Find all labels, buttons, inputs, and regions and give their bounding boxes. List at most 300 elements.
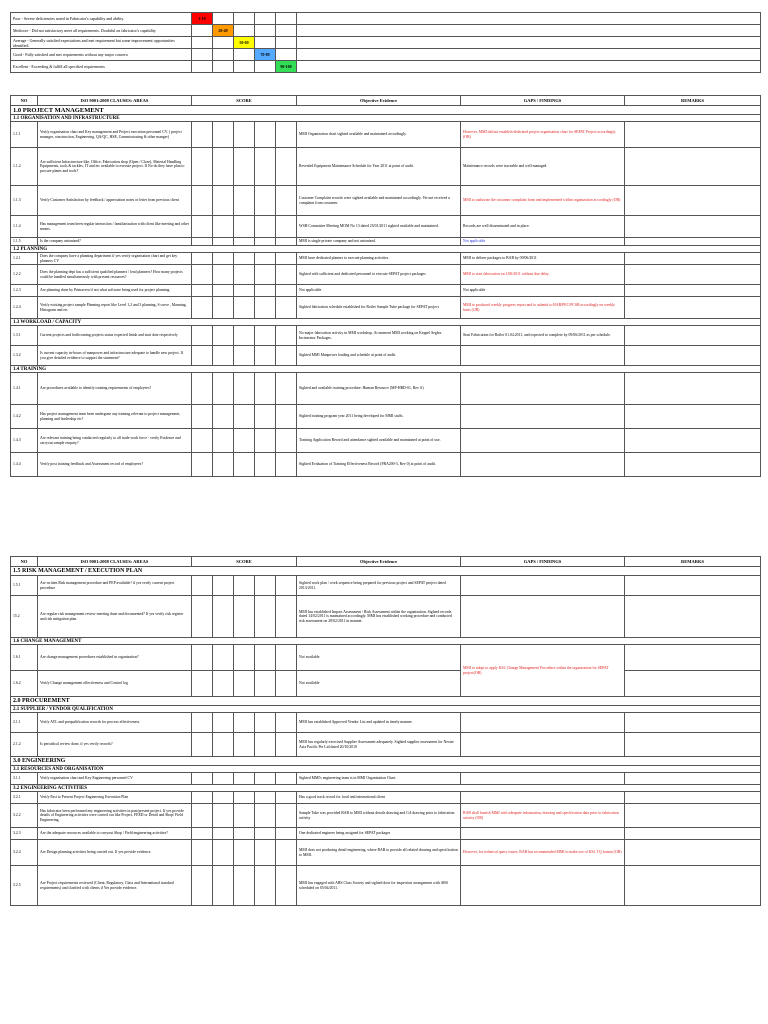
gaps-findings [461, 866, 625, 906]
score-cell [192, 596, 213, 638]
clause-number: 1.2.1 [11, 253, 38, 265]
score-cell [192, 792, 213, 804]
subsection-heading: 1.2 PLANNING [11, 246, 761, 253]
score-cell [213, 576, 234, 596]
clause-area: Are the adequate resources available to carryout Shop / Field engineering activities? [38, 828, 192, 840]
score-cell [276, 405, 297, 429]
subsection-heading-row [11, 246, 761, 253]
clause-number: 2.1.1 [11, 713, 38, 733]
objective-evidence: Sample Tube was provided BAB to MMI without details drawing and GA drawing prior to fabrication activity [297, 804, 461, 828]
remarks [625, 297, 761, 319]
score-cell [255, 453, 276, 477]
legend-spacer [297, 25, 761, 37]
score-cell [234, 148, 255, 186]
remarks [625, 840, 761, 866]
score-cell [213, 828, 234, 840]
subsection-heading-row [11, 766, 761, 773]
objective-evidence: No major fabrication activity in MMI workshop. At moment MMI working on Keppel Seghrs Incinerator Packages. [297, 326, 461, 346]
score-cell [213, 186, 234, 216]
remarks [625, 713, 761, 733]
legend-description: Excellent - Exceeding & fulfill all specified requirements [11, 61, 192, 73]
clause-area: Verify Past to Present Project Engineering Execution Plan [38, 792, 192, 804]
remarks [625, 733, 761, 757]
objective-evidence: Has a good track record for local and international client [297, 792, 461, 804]
clause-area: Has fabricator been performed any engineering activities in past/present project. If yes provide details of Engineering activities were carried out like Project, FEED or Detail and Shop/ Field Engineering. [38, 804, 192, 828]
score-cell [213, 238, 234, 246]
score-cell [213, 840, 234, 866]
score-cell [276, 733, 297, 757]
table-row [11, 453, 761, 477]
legend-score-cell [276, 25, 297, 37]
section-heading-row [11, 757, 761, 766]
score-cell [234, 285, 255, 297]
score-cell [192, 253, 213, 265]
score-cell [255, 733, 276, 757]
clause-area: Are change management procedures established in organization? [38, 645, 192, 671]
clause-number: 1.1.1 [11, 122, 38, 148]
remarks [625, 238, 761, 246]
legend-row [11, 13, 761, 25]
score-cell [234, 866, 255, 906]
clause-area: Does the planning dept has a sufficient qualified planners / lead planners? How many projects could be handled simultaneously with present resources? [38, 265, 192, 285]
score-cell [192, 576, 213, 596]
legend-score-cell [234, 49, 255, 61]
header-remarks: REMARKS [625, 96, 761, 106]
clause-area: Verify organisation chart and Key Engineering personnel CV [38, 773, 192, 785]
clause-number: 1.4.2 [11, 405, 38, 429]
objective-evidence: Training Application Record and attendance sighted available and maintained at point of use. [297, 429, 461, 453]
legend-score-cell [255, 37, 276, 49]
score-cell [213, 792, 234, 804]
header-evidence: Objective Evidence [297, 557, 461, 567]
table-header [11, 557, 761, 567]
clause-area: Are planning done by Primavera if not what software being used for project planning [38, 285, 192, 297]
subsection-heading: 1.4 TRAINING [11, 366, 761, 373]
clause-number: 1.1.3 [11, 186, 38, 216]
score-cell [213, 429, 234, 453]
score-cell [213, 216, 234, 238]
score-cell [276, 840, 297, 866]
table-row [11, 186, 761, 216]
objective-evidence: Sighted work plan / work sequence being prepared for previous project and SEPAT project dated 2013/2011. [297, 576, 461, 596]
objective-evidence: Sighted Evaluation of Training Effectiveness Record (FRA200-3, Rev 0) at point of audit. [297, 453, 461, 477]
header-score: SCORE [192, 557, 297, 567]
clause-number: 1.2.2 [11, 265, 38, 285]
objective-evidence: One dedicated engineer being assigned for SEPAT packages [297, 828, 461, 840]
score-cell [192, 216, 213, 238]
table-row [11, 596, 761, 638]
score-cell [255, 326, 276, 346]
score-cell [192, 713, 213, 733]
section-heading-row [11, 567, 761, 576]
score-cell [255, 122, 276, 148]
gaps-findings: Not applicable [461, 285, 625, 297]
score-cell [255, 405, 276, 429]
clause-number: 1.4.1 [11, 373, 38, 405]
score-cell [276, 429, 297, 453]
score-cell [255, 373, 276, 405]
score-cell [234, 773, 255, 785]
legend-row [11, 37, 761, 49]
score-cell [255, 645, 276, 671]
score-cell [192, 122, 213, 148]
clause-number: 1.1.4 [11, 216, 38, 238]
score-cell [192, 645, 213, 671]
table-row [11, 405, 761, 429]
score-cell [276, 285, 297, 297]
section-heading: 2.0 PROCUREMENT [11, 697, 761, 706]
score-cell [255, 148, 276, 186]
score-cell [234, 645, 255, 671]
score-cell [255, 216, 276, 238]
legend-row [11, 61, 761, 73]
clause-number: 1.1.2 [11, 148, 38, 186]
remarks [625, 596, 761, 638]
legend-spacer [297, 13, 761, 25]
score-cell [276, 326, 297, 346]
subsection-heading-row [11, 785, 761, 792]
clause-number: 1.3.1 [11, 326, 38, 346]
legend-score-cell [192, 61, 213, 73]
objective-evidence: Sighted training program year 2011 being developed for MMI staffs. [297, 405, 461, 429]
subsection-heading-row [11, 115, 761, 122]
remarks [625, 773, 761, 785]
gaps-findings [461, 773, 625, 785]
clause-area: Are Design planning activities being carried out. If yes provide evidence. [38, 840, 192, 866]
clause-number: 3.2.1 [11, 792, 38, 804]
header-score: SCORE [192, 96, 297, 106]
score-cell [234, 373, 255, 405]
score-cell [234, 804, 255, 828]
clause-area: Are regular risk management review meeting done and documented? If yes verify risk register and risk mitigation plan. [38, 596, 192, 638]
objective-evidence: MMI has regularly exercised Supplier Assessment adequately. Sighted supplier assessment for Nextec Asia Pacific Pte Ltd dated 20/10/2010 [297, 733, 461, 757]
table-row [11, 122, 761, 148]
score-cell [192, 297, 213, 319]
remarks [625, 265, 761, 285]
table-row [11, 792, 761, 804]
remarks [625, 148, 761, 186]
score-cell [276, 773, 297, 785]
score-cell [213, 405, 234, 429]
score-cell [213, 326, 234, 346]
score-cell [234, 792, 255, 804]
score-cell [255, 297, 276, 319]
legend-row [11, 25, 761, 37]
clause-number: 3.2.5 [11, 866, 38, 906]
score-cell [276, 671, 297, 697]
legend-score-cell [192, 25, 213, 37]
remarks [625, 186, 761, 216]
table-row [11, 773, 761, 785]
subsection-heading: 3.1 RESOURCES AND ORGANISATION [11, 766, 761, 773]
score-cell [234, 828, 255, 840]
remarks [625, 285, 761, 297]
objective-evidence: MMI have dedicated planner to execute planning activities [297, 253, 461, 265]
score-cell [234, 346, 255, 366]
clause-area: Are written Risk management procedure and PEP available? if yes verify current project procedure [38, 576, 192, 596]
clause-area: Has management team been regular interaction / familiarization with client like meeting and other means. [38, 216, 192, 238]
score-cell [234, 297, 255, 319]
legend-score-range: 90-100 [276, 61, 297, 73]
legend-score-cell [276, 37, 297, 49]
table-row [11, 576, 761, 596]
score-cell [192, 840, 213, 866]
score-cell [213, 453, 234, 477]
clause-area: Are sufficient Infrastructure like, Office, Fabrication shop (Open / Close), Material Handling Equipments, tools & tackles, IT and etc available to execute project. If No do they have plan to procure plants and tools? [38, 148, 192, 186]
score-cell [192, 346, 213, 366]
header-gaps: GAPS / FINDINGS [461, 557, 625, 567]
score-cell [255, 792, 276, 804]
score-cell [192, 671, 213, 697]
gaps-findings [461, 453, 625, 477]
table-row [11, 804, 761, 828]
score-cell [276, 804, 297, 828]
clause-area: Verify post training feedback and Assessment record of employees? [38, 453, 192, 477]
score-cell [213, 713, 234, 733]
objective-evidence: MMI has established Impact Assessment / Risk Assessment within the organization. Sighted records dated 14/02/2011 is maintained accordingly. MMI has established working procedure and conducted risk assessment on 28/02/2011 in manner. [297, 596, 461, 638]
score-cell [192, 285, 213, 297]
clause-number: 15.2 [11, 596, 38, 638]
score-cell [276, 645, 297, 671]
score-cell [192, 186, 213, 216]
score-cell [213, 346, 234, 366]
gaps-findings [461, 792, 625, 804]
score-cell [255, 671, 276, 697]
remarks [625, 671, 761, 697]
score-cell [192, 405, 213, 429]
section-heading: 3.0 ENGINEERING [11, 757, 761, 766]
clause-area: Current projects and forthcoming projects status expected finish and start date respectively [38, 326, 192, 346]
legend-score-range: 50-69 [234, 37, 255, 49]
score-cell [255, 285, 276, 297]
score-cell [213, 122, 234, 148]
score-cell [276, 792, 297, 804]
score-cell [255, 576, 276, 596]
header-area: ISO 9001:2008 CLAUSES: AREAS [38, 557, 192, 567]
table-row [11, 866, 761, 906]
score-cell [234, 713, 255, 733]
legend-spacer [297, 37, 761, 49]
legend-score-range: 20-49 [213, 25, 234, 37]
legend-description: Average - Generally satisfied expectations and met requirement but some improvement opportunities identified. [11, 37, 192, 49]
legend-description: Poor - Severe deficiencies noted in Fabricator's capability and ability. [11, 13, 192, 25]
table-row [11, 828, 761, 840]
gaps-findings: BAB shall furnish MMI with adequate information, drawing and specification data prior to fabrication activity (OB) [461, 804, 625, 828]
score-cell [213, 285, 234, 297]
gaps-findings [461, 429, 625, 453]
legend-score-range: 70-89 [255, 49, 276, 61]
header-no: NO [11, 557, 38, 567]
score-cell [234, 429, 255, 453]
table-row [11, 265, 761, 285]
clause-area: Are Project requirements reviewed (Client, Regulatory, Class and International standard requirements) and clarified with clients if Yes provide evidence. [38, 866, 192, 906]
objective-evidence: Not available [297, 671, 461, 697]
gaps-findings: MMI to start fabrication on 1/06/2011 without due delay. [461, 265, 625, 285]
score-cell [234, 122, 255, 148]
remarks [625, 405, 761, 429]
clause-number: 1.5.1 [11, 576, 38, 596]
legend-score-cell [234, 61, 255, 73]
clause-area: Verify Customer Satisfaction by feedback / appreciation notes or letter from previous client [38, 186, 192, 216]
score-cell [255, 713, 276, 733]
score-cell [192, 373, 213, 405]
score-cell [213, 671, 234, 697]
section-heading-row [11, 697, 761, 706]
table-row [11, 840, 761, 866]
gaps-findings: MMI to adopt to apply KSL Change Management Procedure within the organization for SEPAT project(OB) [461, 645, 625, 697]
clause-area: Verify existing project sample Planning report like Level 1,2 and 3 planning, S curve , Manning, Histogram and etc [38, 297, 192, 319]
objective-evidence: MMI has engaged with ABS Class Society and sighted dose for inspection arrangement with ABS scheduled on 05/04/2011. [297, 866, 461, 906]
score-cell [213, 804, 234, 828]
score-cell [234, 405, 255, 429]
section-heading-row [11, 106, 761, 115]
remarks [625, 122, 761, 148]
legend-score-cell [213, 49, 234, 61]
legend-score-cell [255, 13, 276, 25]
remarks [625, 216, 761, 238]
gaps-findings [461, 346, 625, 366]
objective-evidence: Not available [297, 645, 461, 671]
score-cell [255, 866, 276, 906]
table-row [11, 671, 761, 697]
clause-area: Verify organisation chart and Key management and Project execution personnel CV. ( project manager, construction, Engineering, QA/QC, HSE, Commissioning & other manger) [38, 122, 192, 148]
objective-evidence: MMI has established Approved Vendor List and updated in timely manner. [297, 713, 461, 733]
gaps-findings: However, MMI did not establish dedicated project organisation chart for SEPAT Project accordingly. (OB) [461, 122, 625, 148]
legend-score-cell [255, 61, 276, 73]
score-cell [234, 186, 255, 216]
objective-evidence: Sighted fabrication schedule established for Boiler Sample Tube package for SEPAT project [297, 297, 461, 319]
clause-area: Verify Change management effectiveness and Control log [38, 671, 192, 697]
clause-number: 3.2.4 [11, 840, 38, 866]
table-header [11, 96, 761, 106]
score-cell [276, 828, 297, 840]
score-cell [255, 773, 276, 785]
gaps-findings [461, 576, 625, 596]
score-cell [213, 866, 234, 906]
clause-number: 1.4.4 [11, 453, 38, 477]
score-cell [234, 453, 255, 477]
score-cell [276, 148, 297, 186]
score-cell [192, 828, 213, 840]
remarks [625, 645, 761, 671]
score-cell [276, 596, 297, 638]
score-cell [192, 148, 213, 186]
legend-score-cell [213, 37, 234, 49]
gaps-findings: MMI to authorize the customer complaint form and implemented within organization accordingly (OB) [461, 186, 625, 216]
remarks [625, 828, 761, 840]
legend-score-cell [234, 13, 255, 25]
clause-number: 2.1.2 [11, 733, 38, 757]
clause-number: 3.2.3 [11, 828, 38, 840]
gaps-findings: MMI to produced weekly progress report and to submitt to BAB/PEC/PCSB accordingly on weekly basis (OB) [461, 297, 625, 319]
clause-area: Are relevant training being conducted regularly to all trade work force - verify Evidence and carryout sample enquiry? [38, 429, 192, 453]
score-cell [255, 840, 276, 866]
header-no: NO [11, 96, 38, 106]
header-evidence: Objective Evidence [297, 96, 461, 106]
gaps-findings: Records are well disseminated and in place. [461, 216, 625, 238]
score-cell [213, 733, 234, 757]
clause-number: 1.6.1 [11, 645, 38, 671]
subsection-heading-row [11, 706, 761, 713]
clause-area: Has project management team been undergone any training relevant to project management, planning and leadership etc? [38, 405, 192, 429]
score-cell [213, 297, 234, 319]
objective-evidence: Sighted and available training procedure: Human Resource (MP-HRD-01, Rev A) [297, 373, 461, 405]
legend-score-cell [276, 13, 297, 25]
clause-area: Verify AVL and prequalification records for process effectiveness [38, 713, 192, 733]
score-cell [234, 840, 255, 866]
objective-evidence: MMI Organization chart sighted available and maintained accordingly. [297, 122, 461, 148]
audit-table-2 [10, 556, 761, 906]
score-cell [255, 429, 276, 453]
score-cell [213, 265, 234, 285]
clause-area: Is periodical review done, if yes verify records? [38, 733, 192, 757]
subsection-heading: 1.3 WORKLOAD / CAPACITY [11, 319, 761, 326]
header-remarks: REMARKS [625, 557, 761, 567]
score-cell [276, 122, 297, 148]
objective-evidence: MMI is single private company and not unionized. [297, 238, 461, 246]
score-cell [234, 253, 255, 265]
score-cell [213, 253, 234, 265]
header-area: ISO 9001:2008 CLAUSES: AREAS [38, 96, 192, 106]
subsection-heading-row [11, 638, 761, 645]
score-cell [276, 346, 297, 366]
score-cell [255, 238, 276, 246]
table-row [11, 253, 761, 265]
clause-area: Does the company have a planning department if yes verify organisation chart and get key planners CV [38, 253, 192, 265]
score-cell [234, 671, 255, 697]
score-cell [276, 713, 297, 733]
gaps-findings: Not applicable [461, 238, 625, 246]
clause-area: Is the company unionized? [38, 238, 192, 246]
score-cell [213, 645, 234, 671]
legend-description: Mediocre - Did not satisfactory meet all requirements. Doubtful on fabricator's capability [11, 25, 192, 37]
table-row [11, 713, 761, 733]
score-cell [255, 828, 276, 840]
objective-evidence: Sighted MMI's engineering team is in MMI Organization Chart. [297, 773, 461, 785]
score-cell [234, 238, 255, 246]
gaps-findings [461, 373, 625, 405]
remarks [625, 792, 761, 804]
table-row [11, 326, 761, 346]
score-cell [234, 216, 255, 238]
legend-score-cell [255, 25, 276, 37]
section-heading: 1.5 RISK MANAGEMENT / EXECUTION PLAN [11, 567, 761, 576]
table-row [11, 285, 761, 297]
score-cell [234, 326, 255, 346]
score-cell [192, 866, 213, 906]
table-row [11, 148, 761, 186]
gaps-findings [461, 405, 625, 429]
score-cell [255, 804, 276, 828]
header-gaps: GAPS / FINDINGS [461, 96, 625, 106]
score-cell [192, 326, 213, 346]
table-row [11, 216, 761, 238]
score-cell [192, 453, 213, 477]
table-row [11, 373, 761, 405]
clause-number: 1.1.5 [11, 238, 38, 246]
remarks [625, 804, 761, 828]
remarks [625, 326, 761, 346]
score-cell [213, 148, 234, 186]
score-cell [192, 429, 213, 453]
score-legend [10, 12, 761, 73]
objective-evidence: Customer Complaint records were sighted available and maintained accordingly. Yet not received a complaint from customer. [297, 186, 461, 216]
remarks [625, 253, 761, 265]
score-cell [276, 373, 297, 405]
clause-number: 3.2.2 [11, 804, 38, 828]
score-cell [234, 265, 255, 285]
score-cell [255, 253, 276, 265]
